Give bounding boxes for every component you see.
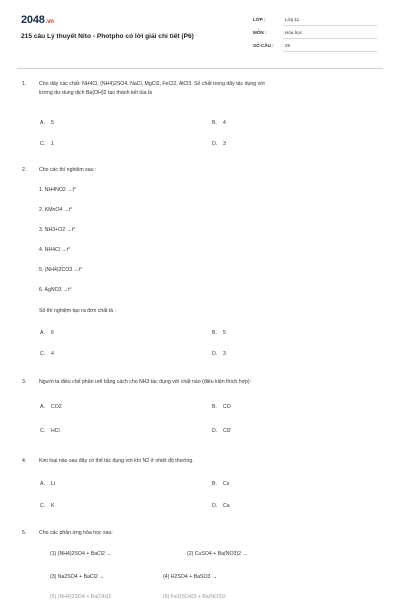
option-3c[interactable]: C. HCl <box>40 428 60 434</box>
option-4c[interactable]: C. K <box>40 503 55 509</box>
document-title: 215 câu Lý thuyết Nito - Photpho có lời giải chi tiết (P6) <box>21 33 194 40</box>
option-2b[interactable]: B. 5 <box>212 330 226 336</box>
reaction-item: (2) CuSO4 + Ba(NO3)2 → <box>187 551 248 557</box>
option-2c[interactable]: C. 4 <box>40 351 54 357</box>
site-logo[interactable]: 2048.vn <box>21 14 54 26</box>
question-text: Cho dãy các chất: NH4Cl, (NH4)2SO4, NaCl, MgCl2, FeCl2, AlCl3. Số chất trong dãy tác dụng với lượng dư dung dịch Ba(OH)2 tạo thành kết tủa là <box>39 81 265 96</box>
experiment-item: 4. NH4Cl →t° <box>39 247 71 253</box>
reaction-item: (4) H2SO4 + BaSO3 → <box>163 574 218 580</box>
document-header: 2048.vn 215 câu Lý thuyết Nito - Photpho có lời giải chi tiết (P6) LỚP : Lớp 11 MÔN : Hóa học SỐ CÂU : 25 <box>0 0 400 68</box>
option-3b[interactable]: B. CO <box>212 404 231 410</box>
reaction-item: (3) Na2SO4 + BaCl2 → <box>50 574 105 580</box>
option-1d[interactable]: D. 3 <box>212 141 226 147</box>
option-3a[interactable]: A. CO2 <box>40 404 62 410</box>
experiment-item: 3. NH3+O2 →t° <box>39 227 76 233</box>
reaction-item: (1) (NH4)2SO4 + BaCl2 → <box>50 551 112 557</box>
experiment-item: 5. (NH4)2CO3 →t° <box>39 267 83 273</box>
option-1c[interactable]: C. 1 <box>40 141 54 147</box>
option-1b[interactable]: B. 4 <box>212 120 226 126</box>
option-4a[interactable]: A. Li <box>40 481 56 487</box>
option-4b[interactable]: B. Cs <box>212 481 230 487</box>
option-2d[interactable]: D. 3 <box>212 351 226 357</box>
question-prompt: Số thí nghiệm tạo ra đơn chất là : <box>39 308 116 314</box>
experiment-item: 6. AgNO3 →t° <box>39 287 72 293</box>
reaction-item: (6) Fe2(SO4)3 + Ba(NO3)2 <box>163 594 226 600</box>
reaction-item: (5) (NH4)2SO4 + Ba(OH)2 <box>50 594 112 600</box>
option-1a[interactable]: A. 5 <box>40 120 54 126</box>
experiment-item: 2. KMnO4 →t° <box>39 207 73 213</box>
option-2a[interactable]: A. 6 <box>40 330 54 336</box>
option-4d[interactable]: D. Ca <box>212 503 230 509</box>
question-number: 1. <box>22 81 27 87</box>
header-divider <box>17 68 383 69</box>
experiment-item: 1. NH4NO2 →t° <box>39 187 76 193</box>
option-3d[interactable]: D. Cl2 <box>212 428 231 434</box>
